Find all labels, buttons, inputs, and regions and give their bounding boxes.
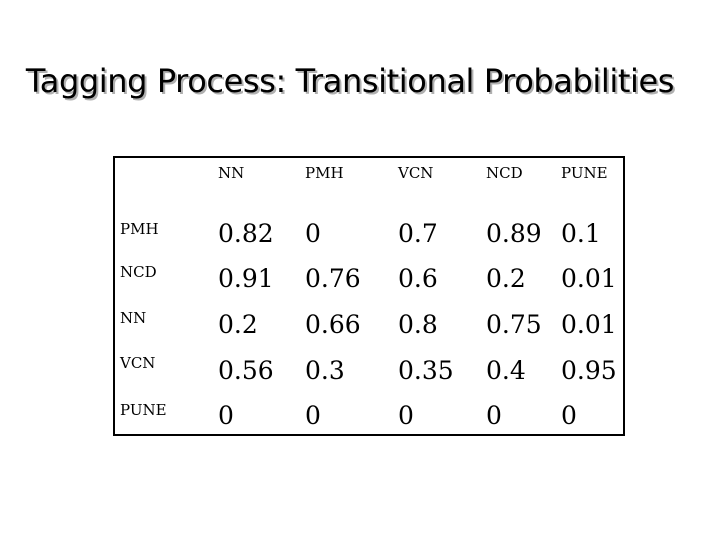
table-cell: 0.1: [561, 219, 601, 248]
row-header-ncd: NCD: [120, 263, 157, 281]
table-cell: 0.89: [486, 219, 542, 248]
row-header-nn: NN: [120, 309, 147, 327]
probability-table: [113, 156, 625, 436]
row-header-pune: PUNE: [120, 401, 167, 419]
table-cell: 0: [218, 401, 234, 430]
table-cell: 0.66: [305, 310, 361, 339]
table-cell: 0: [398, 401, 414, 430]
table-cell: 0.7: [398, 219, 438, 248]
table-cell: 0.91: [218, 264, 274, 293]
table-cell: 0.6: [398, 264, 438, 293]
table-cell: 0.8: [398, 310, 438, 339]
column-header-ncd: NCD: [486, 164, 523, 182]
table-cell: 0.95: [561, 356, 617, 385]
table-cell: 0: [305, 219, 321, 248]
column-header-pmh: PMH: [305, 164, 344, 182]
column-header-vcn: VCN: [398, 164, 434, 182]
table-cell: 0.2: [218, 310, 258, 339]
table-cell: 0: [305, 401, 321, 430]
column-header-pune: PUNE: [561, 164, 608, 182]
table-cell: 0.01: [561, 310, 617, 339]
table-cell: 0: [561, 401, 577, 430]
table-cell: 0.56: [218, 356, 274, 385]
row-header-pmh: PMH: [120, 220, 159, 238]
row-header-vcn: VCN: [120, 354, 156, 372]
table-cell: 0.76: [305, 264, 361, 293]
table-cell: 0.35: [398, 356, 454, 385]
table-cell: 0.2: [486, 264, 526, 293]
column-header-nn: NN: [218, 164, 245, 182]
table-cell: 0.3: [305, 356, 345, 385]
table-cell: 0.4: [486, 356, 526, 385]
table-cell: 0.01: [561, 264, 617, 293]
table-cell: 0: [486, 401, 502, 430]
slide-title: Tagging Process: Transitional Probabilities: [25, 62, 675, 100]
table-cell: 0.82: [218, 219, 274, 248]
table-cell: 0.75: [486, 310, 542, 339]
